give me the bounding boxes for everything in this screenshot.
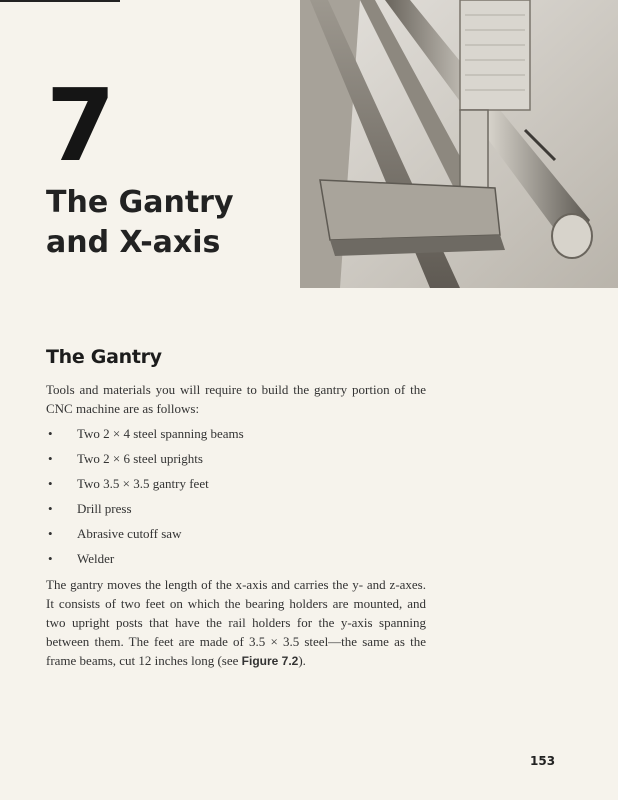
list-item	[46, 496, 244, 521]
list-item-text: Two 2 × 4 steel spanning beams	[77, 426, 244, 441]
chapter-number: 7	[46, 67, 116, 184]
list-item	[46, 446, 244, 471]
bullet-icon: •	[48, 451, 53, 466]
bullet-icon: •	[48, 476, 53, 491]
gantry-photo-image	[300, 0, 618, 288]
intro-paragraph: Tools and materials you will require to build the gantry portion of the CNC machine are as follows:	[46, 382, 426, 416]
materials-list	[46, 421, 244, 571]
body-text: The gantry moves the length of the x-axis and carries the y- and z-axes. It consists of two feet on which the bearing holders are mounted, and two upright posts that have the rail holders for the y-axis spanning between them. The feet are made of 3.5 × 3.5 steel—the same as the frame beams, cut 12 inches long (see	[46, 577, 426, 668]
chapter-title-line1: The Gantry	[46, 185, 234, 220]
top-rule	[0, 0, 120, 2]
list-item	[46, 521, 244, 546]
chapter-title-line2: and X-axis	[46, 225, 221, 260]
list-item-text: Two 2 × 6 steel uprights	[77, 451, 203, 466]
list-item-text: Two 3.5 × 3.5 gantry feet	[77, 476, 209, 491]
bullet-icon: •	[48, 426, 53, 441]
list-item	[46, 471, 244, 496]
list-item	[46, 421, 244, 446]
figure-reference: Figure 7.2	[241, 654, 299, 668]
bullet-icon: •	[48, 551, 53, 566]
list-item-text: Welder	[77, 551, 115, 566]
list-item-text: Abrasive cutoff saw	[77, 526, 182, 541]
section-heading: The Gantry	[46, 346, 162, 368]
bullet-icon: •	[48, 501, 53, 516]
page-number: 153	[530, 754, 556, 768]
gantry-photo	[300, 0, 618, 288]
body-paragraph	[46, 575, 426, 671]
bullet-icon: •	[48, 526, 53, 541]
list-item-text: Drill press	[77, 501, 132, 516]
chapter-title	[46, 183, 296, 263]
body-text-end: ).	[298, 653, 306, 668]
list-item	[46, 546, 244, 571]
